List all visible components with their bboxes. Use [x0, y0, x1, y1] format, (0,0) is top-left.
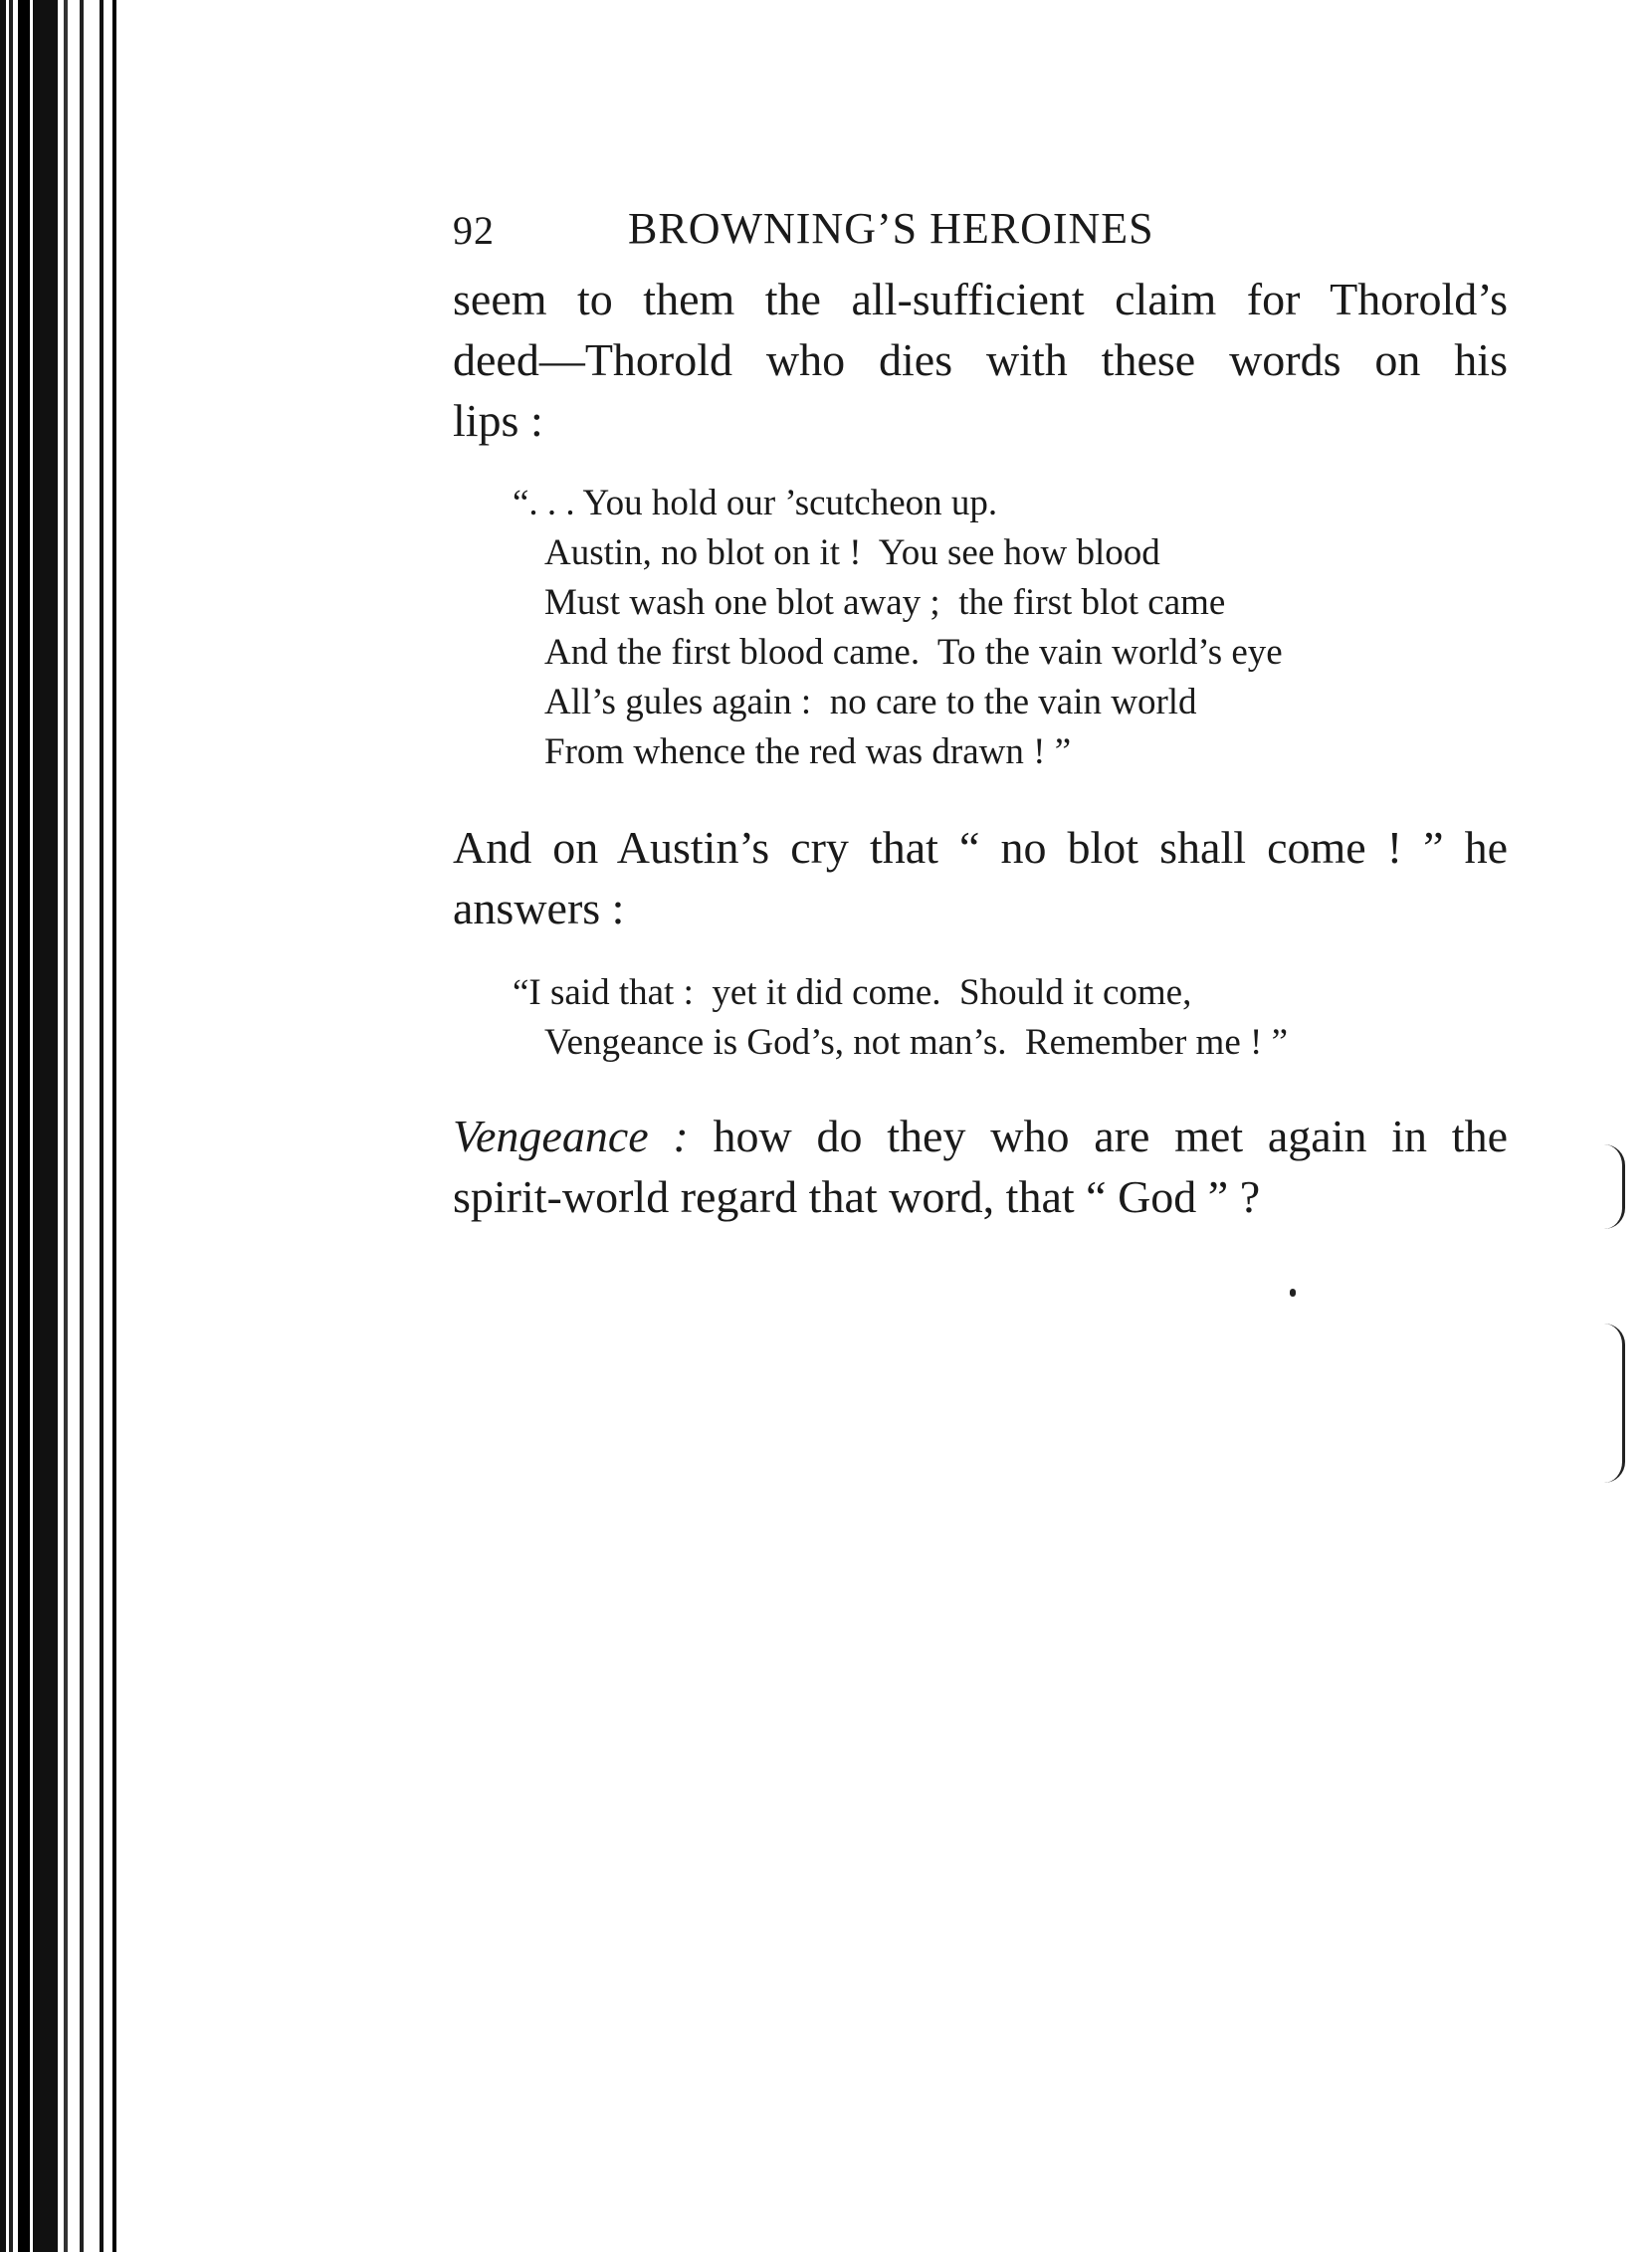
- text-line: [453, 1106, 1508, 1166]
- text-line: And on Austin’s cry that “ no blot shall come ! ” he: [453, 822, 1508, 873]
- verse-line: From whence the red was drawn ! ”: [544, 731, 1072, 772]
- verse-line: Must wash one blot away ; the first blot came: [544, 582, 1226, 623]
- verse-line: And the first blood came. To the vain world’s eye: [544, 632, 1283, 673]
- book-page: [453, 179, 1508, 1227]
- scan-mark-bracket-lower: [1604, 1324, 1625, 1483]
- page-header: [453, 179, 1508, 269]
- verse-quote-2: [453, 968, 1508, 1068]
- verse-line: All’s gules again : no care to the vain world: [544, 682, 1197, 722]
- verse-quote-1: [453, 479, 1508, 777]
- paragraph-1: [453, 269, 1508, 451]
- scan-dot: [1290, 1289, 1296, 1297]
- verse-line: Vengeance is God’s, not man’s. Remember me ! ”: [544, 1022, 1288, 1063]
- text-line: seem to them the all-sufficient claim for Thorold’s: [453, 274, 1508, 324]
- text-run: how do they who are met again in the: [688, 1111, 1509, 1161]
- text-line: deed—Thorold who dies with these words on his: [453, 334, 1508, 385]
- scan-mark-bracket: [1604, 1144, 1625, 1229]
- verse-line: “I said that : yet it did come. Should it come,: [513, 972, 1192, 1013]
- running-title: BROWNING’S HEROINES: [628, 204, 1154, 253]
- page-number: 92: [453, 208, 495, 253]
- text-line: answers :: [453, 883, 625, 933]
- text-line: spirit-world regard that word, that “ God ” ?: [453, 1171, 1261, 1222]
- verse-line: “. . . You hold our ’scutcheon up.: [513, 483, 998, 523]
- italic-word: Vengeance :: [453, 1111, 689, 1161]
- text-line: lips :: [453, 395, 543, 446]
- verse-line: Austin, no blot on it ! You see how blood: [544, 532, 1160, 573]
- paragraph-3: [453, 1106, 1508, 1227]
- paragraph-2: [453, 817, 1508, 938]
- book-binding-edge: [0, 0, 124, 2252]
